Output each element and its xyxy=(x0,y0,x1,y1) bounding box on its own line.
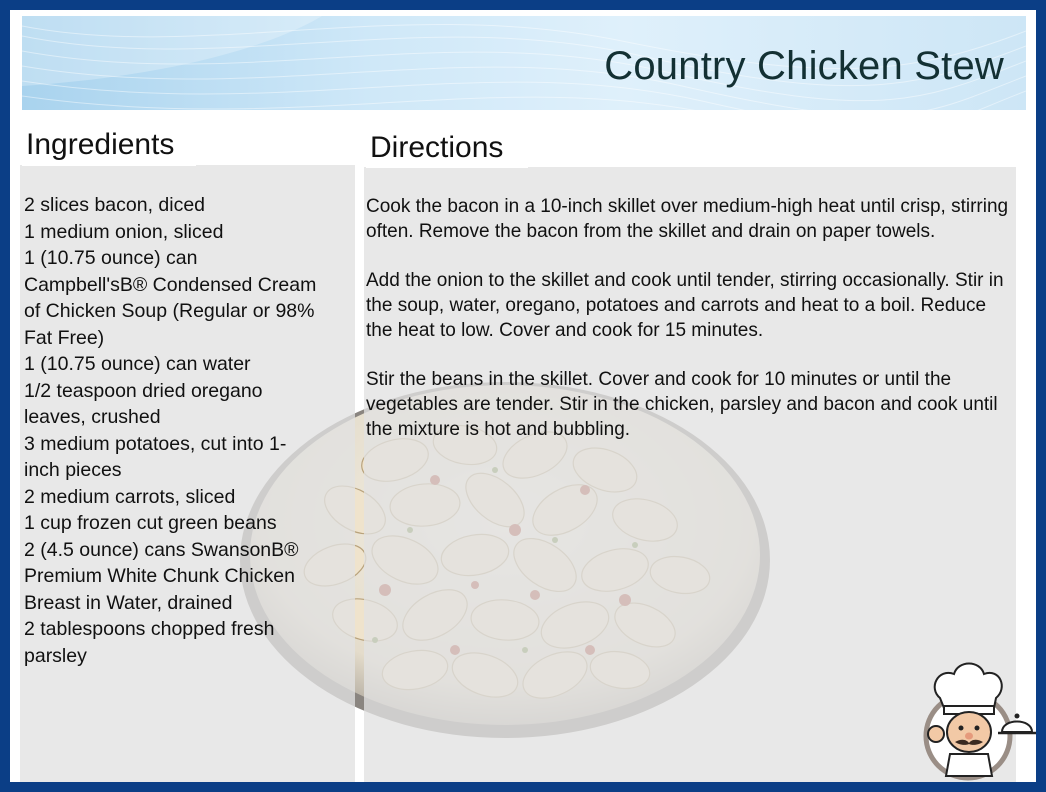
ingredient-line: 1 (10.75 ounce) can xyxy=(24,247,198,269)
ingredient-line: 2 slices bacon, diced xyxy=(24,194,206,216)
ingredient-line: of Chicken Soup (Regular or 98% xyxy=(24,300,315,322)
ingredient-line: Campbell'sB® Condensed Cream xyxy=(24,273,317,296)
ingredient-line: Breast in Water, drained xyxy=(24,591,233,614)
directions-heading: Directions xyxy=(366,128,528,168)
ingredient-line: leaves, crushed xyxy=(24,406,161,428)
direction-paragraph: Stir the beans in the skillet. Cover and cook for 10 minutes or until the vegetables are tender. Stir in the chicken, parsley and bacon and cook until the mixture is hot and bubbling. xyxy=(366,369,998,440)
ingredient-line: 2 medium carrots, sliced xyxy=(24,485,236,508)
ingredients-heading: Ingredients xyxy=(22,126,196,166)
directions-text xyxy=(366,194,1016,466)
direction-paragraph: Add the onion to the skillet and cook until tender, stirring occasionally. Stir in the soup, water, oregano, potatoes and carrots and heat to a boil. Reduce the heat to low. Cover and cook for 15 minutes. xyxy=(366,270,1004,341)
ingredient-line: inch pieces xyxy=(24,459,122,481)
ingredient-line: 1 medium onion, sliced xyxy=(24,220,224,243)
direction-paragraph: Cook the bacon in a 10-inch skillet over medium-high heat until crisp, stirring often. Remove the bacon from the skillet and drain on paper towels. xyxy=(366,196,1009,242)
ingredient-line: 1/2 teaspoon dried oregano xyxy=(24,379,263,402)
ingredient-line: 2 tablespoons chopped fresh xyxy=(24,618,275,640)
recipe-card xyxy=(10,10,1036,782)
title-banner xyxy=(22,16,1026,110)
ingredient-line: 1 cup frozen cut green beans xyxy=(24,512,277,534)
ingredient-line: 3 medium potatoes, cut into 1- xyxy=(24,432,287,455)
ingredient-line: Premium White Chunk Chicken xyxy=(24,565,295,587)
chef-logo-icon xyxy=(910,658,1036,782)
ingredient-line: 2 (4.5 ounce) cans SwansonB® xyxy=(24,538,299,561)
ingredient-line: 1 (10.75 ounce) can water xyxy=(24,353,251,375)
page-title: Country Chicken Stew xyxy=(604,44,1004,88)
ingredient-line: parsley xyxy=(24,644,87,667)
ingredient-line: Fat Free) xyxy=(24,326,105,349)
ingredients-list xyxy=(24,192,354,669)
